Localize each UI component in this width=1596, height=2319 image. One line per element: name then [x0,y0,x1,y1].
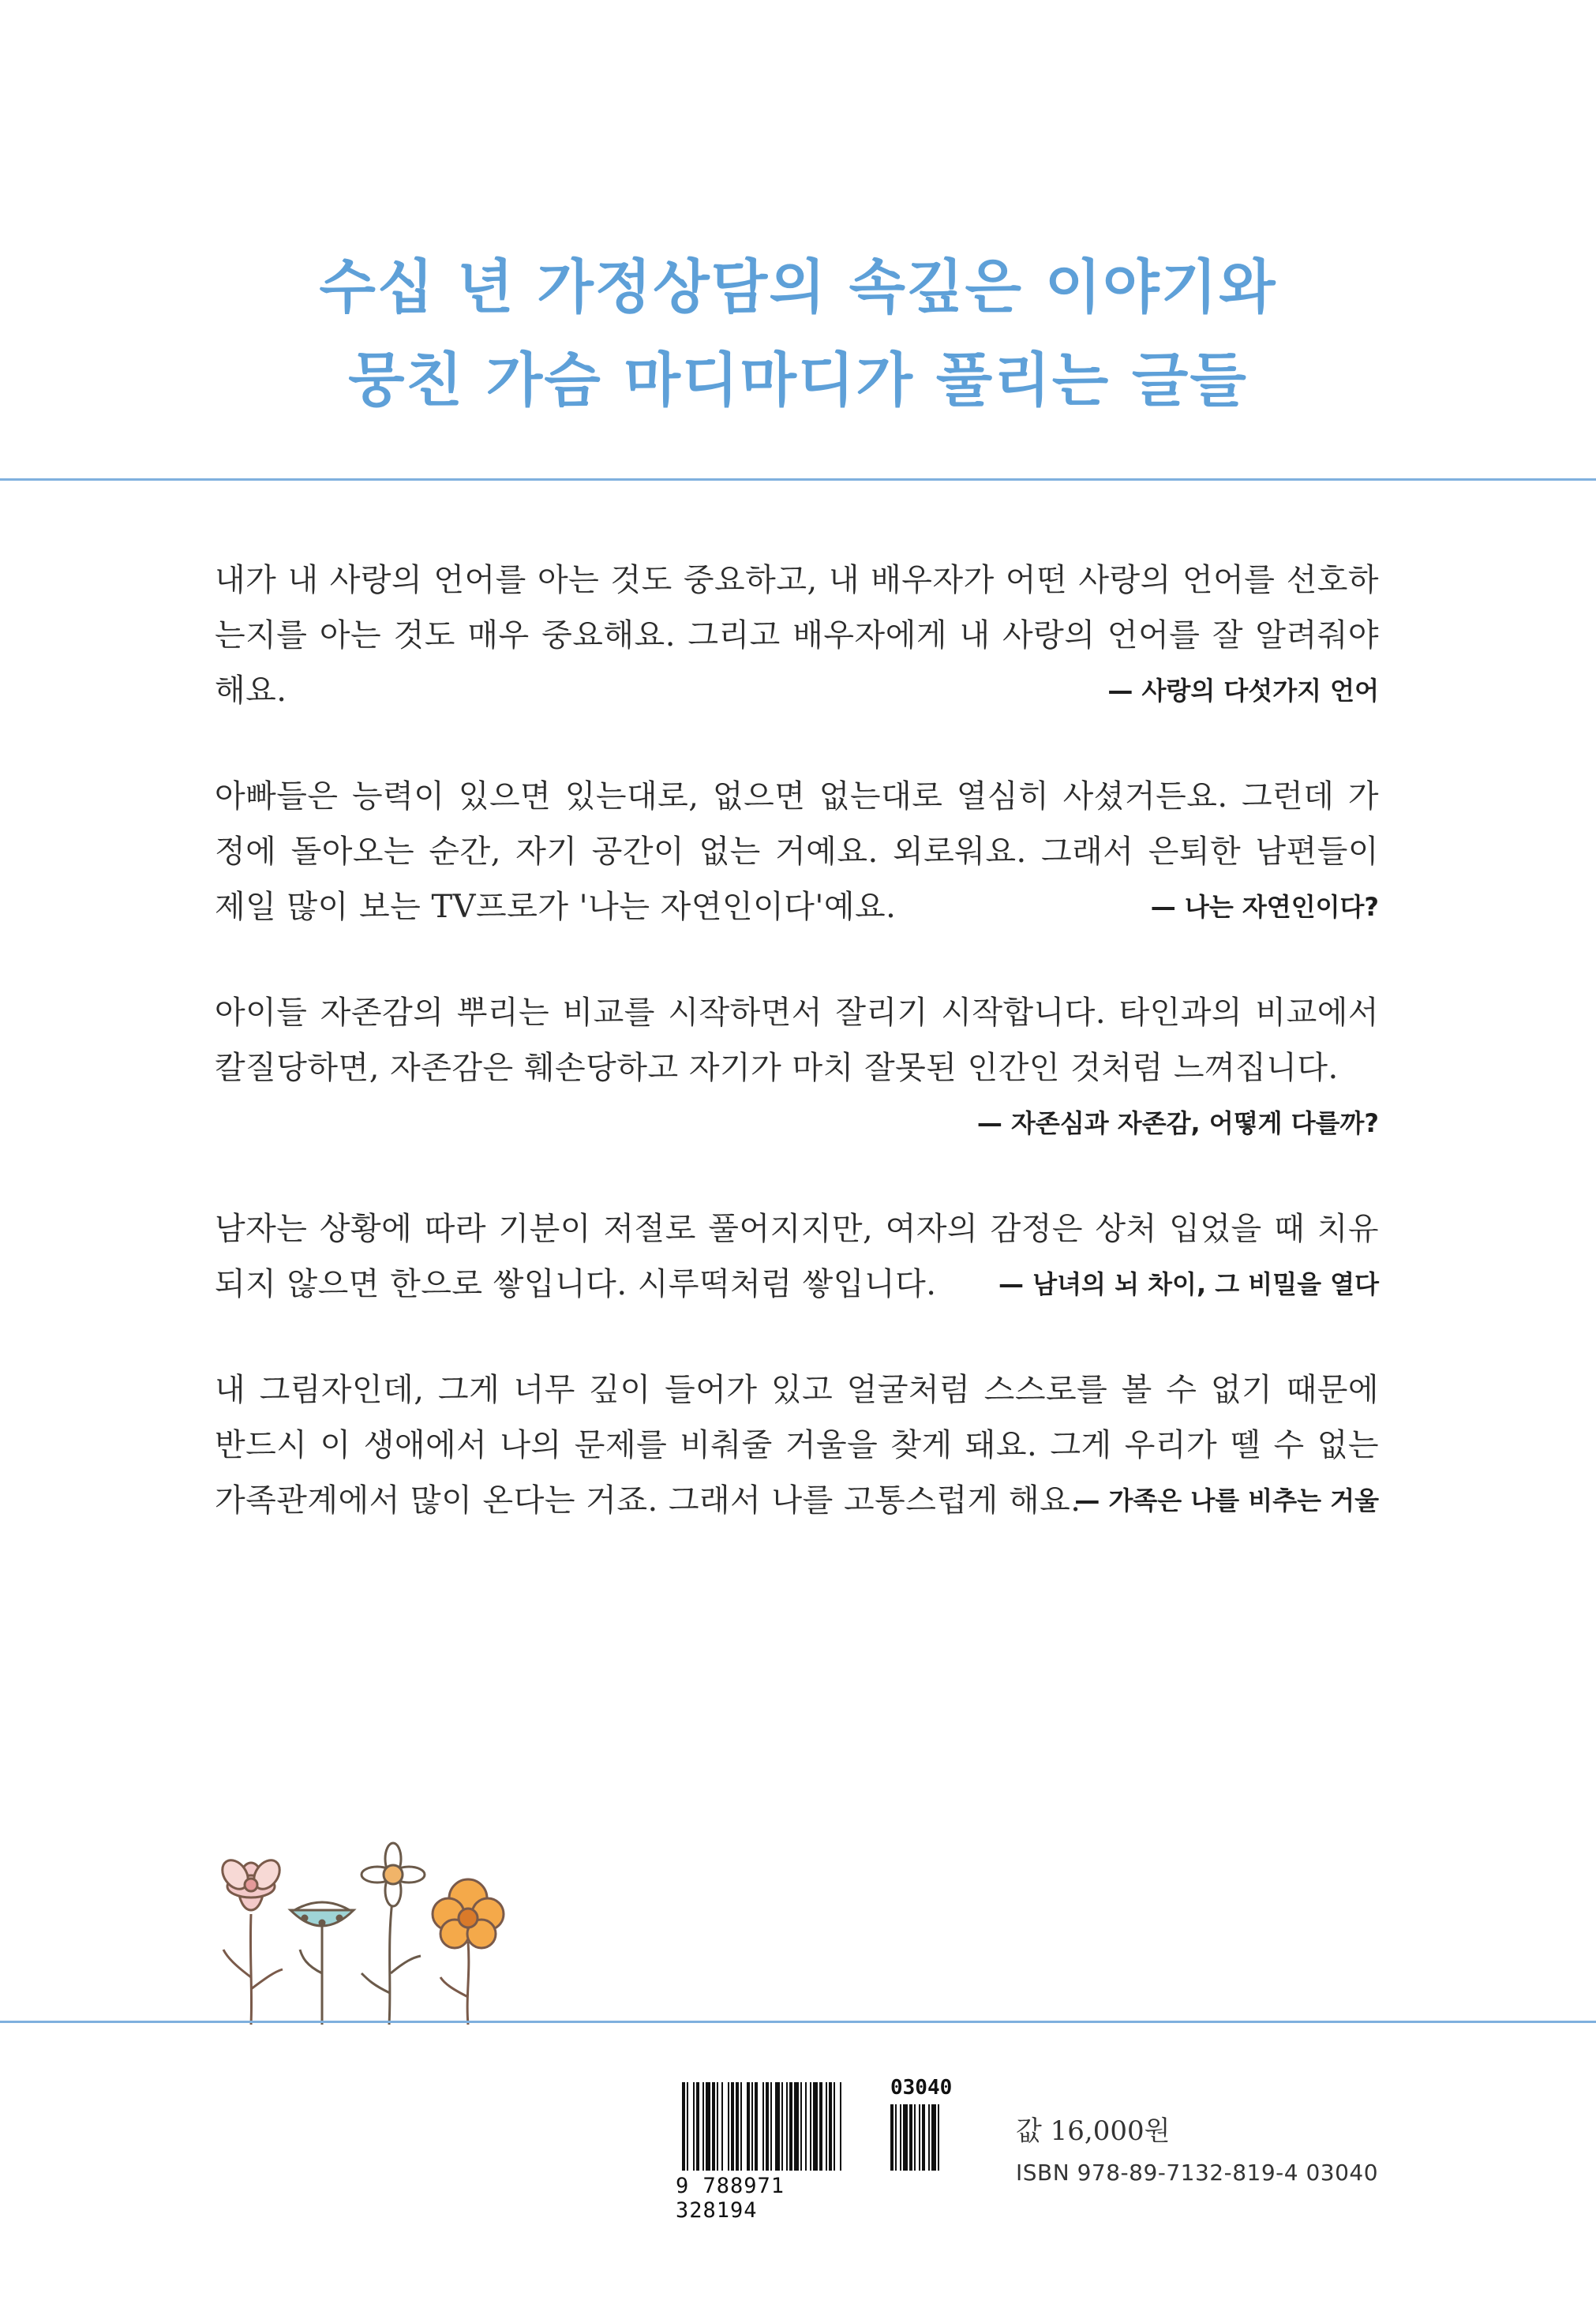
quote-item [215,1362,1379,1528]
barcode-bar [740,2082,742,2171]
barcode-bar [747,2082,750,2171]
barcode-bar [834,2082,835,2171]
barcode-bar [794,2082,799,2171]
barcode-bar [717,2082,718,2171]
quote-source: — 사랑의 다섯가지 언어 [1107,676,1379,706]
barcode-bar [755,2082,758,2171]
quote-text: 내 그림자인데, 그게 너무 깊이 들어가 있고 얼굴처럼 스스로를 볼 수 없기 때문에 반드시 이 생애에서 나의 문제를 비춰줄 거울을 찾게 돼요. 그게 우리가 뗄 수 없는 가족관계에서 많이 온다는 거죠. 그래서 나를 고통스럽게 해요. [215,1372,1379,1519]
barcode-bar [731,2082,734,2171]
barcode-bar [687,2082,688,2171]
barcode-bar [786,2082,788,2171]
quote-source: — 자존심과 자존감, 어떻게 다를까? [976,1108,1379,1138]
quote-text: 내가 내 사랑의 언어를 아는 것도 중요하고, 내 배우자가 어떤 사랑의 언어를 선호하는지를 아는 것도 매우 중요해요. 그리고 배우자에게 내 사랑의 언어를 잘 알려줘야 해요. [215,562,1379,709]
quote-text: 아빠들은 능력이 있으면 있는대로, 없으면 없는대로 열심히 사셨거든요. 그런데 가정에 돌아오는 순간, 자기 공간이 없는 거예요. 외로워요. 그래서 은퇴한 남편들이 제일 많이 보는 TV프로가 '나는 자연인이다'예요. [215,778,1379,925]
barcode-bar [781,2082,783,2171]
headline-line-2: 뭉친 가슴 마디마디가 풀리는 글들 [348,347,1248,414]
isbn: ISBN 978-89-7132-819-4 03040 [1016,2160,1379,2186]
barcode-bar [800,2082,802,2171]
barcode-bar [789,2082,792,2171]
barcode-addon-bar [928,2104,930,2171]
barcode-bar [805,2082,807,2171]
barcode-addon-bar [900,2104,901,2171]
daisy-flower-icon [362,1843,425,2025]
barcode-addon-bar [919,2104,920,2171]
flower-illustration [204,1839,567,2029]
barcode-bar [728,2082,729,2171]
quote-source: — 나는 자연인이다? [1150,892,1379,922]
barcode-bar [829,2082,832,2171]
quote-item [215,1201,1379,1312]
barcode-addon-bar [914,2104,916,2171]
price: 값 16,000원 [1016,2115,1171,2147]
barcode-bar [721,2082,723,2171]
barcode-addon-bar [895,2104,897,2171]
barcode-addon-bar [903,2104,908,2171]
barcode-addon-bar [931,2104,936,2171]
barcode-bar [736,2082,739,2171]
barcode-bar [840,2082,841,2171]
barcode-bar [682,2082,685,2171]
barcode-bar [693,2082,695,2171]
barcode-bar [706,2082,710,2171]
teal-flower-icon [290,1902,354,2025]
barcode-addon-bar [909,2104,912,2171]
quote-item [215,985,1379,1151]
barcode-bar [813,2082,818,2171]
quote-text: 남자는 상황에 따라 기분이 저절로 풀어지지만, 여자의 감정은 상처 입었을 때 치유되지 않으면 한으로 쌓입니다. 시루떡처럼 쌓입니다. [215,1211,1379,1302]
barcode-bar [702,2082,704,2171]
quotes-section [215,553,1379,1579]
orange-flower-icon [433,1879,504,2025]
headline-line-1: 수십 년 가정상담의 속깊은 이야기와 [319,253,1277,321]
quote-text: 아이들 자존감의 뿌리는 비교를 시작하면서 잘리기 시작합니다. 타인과의 비교에서 칼질당하면, 자존감은 훼손당하고 자기가 마치 잘못된 인간인 것처럼 느껴집니다. [215,995,1379,1086]
barcode-bar [826,2082,827,2171]
barcode-bar [712,2082,715,2171]
quote-source: — 가족은 나를 비추는 거울 [1074,1485,1379,1515]
barcode-addon-bar [938,2104,939,2171]
top-divider [0,478,1596,481]
barcode-bar [819,2082,822,2171]
barcode-addon-digits: 03040 [890,2076,953,2100]
barcode-addon-bar [922,2104,925,2171]
barcode-bar [696,2082,699,2171]
headline [0,241,1596,427]
barcode-bar [810,2082,811,2171]
bottom-divider [0,2021,1596,2023]
barcode-digits: 9 788971 328194 [676,2174,785,2223]
quote-source: — 남녀의 뇌 차이, 그 비밀을 열다 [998,1269,1379,1299]
barcode-bar [766,2082,769,2171]
pink-flower-icon [217,1856,285,2025]
barcode-bar [762,2082,764,2171]
barcode [676,2076,991,2223]
barcode-bar [775,2082,780,2171]
quote-item [215,769,1379,935]
barcode-bar [751,2082,753,2171]
barcode-bar [770,2082,772,2171]
barcode-addon-bar [890,2104,894,2171]
quote-item [215,553,1379,718]
